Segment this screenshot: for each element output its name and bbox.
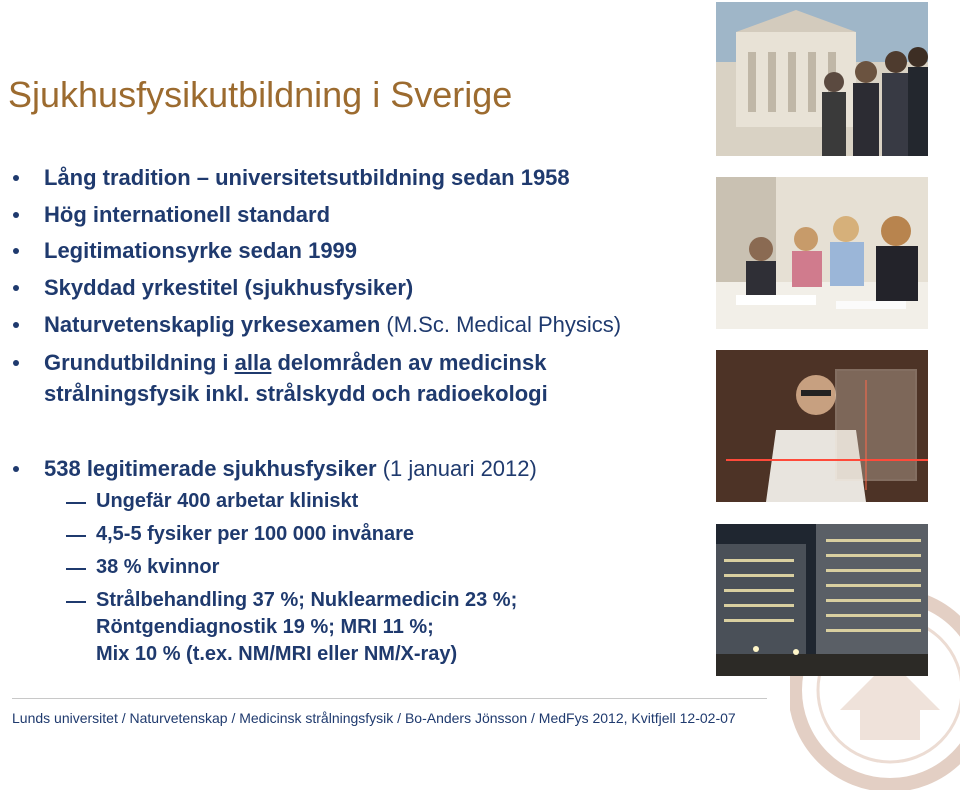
sub-text-line2: Röntgendiagnostik 19 %; MRI 11 %; <box>96 616 434 638</box>
sub-dash <box>66 535 86 537</box>
slide-title: Sjukhusfysikutbildning i Sverige <box>8 74 513 115</box>
bullet-normal: (M.Sc. Medical Physics) <box>386 312 622 337</box>
photo-university-building <box>716 2 928 156</box>
slide-footer: Lunds universitet / Naturvetenskap / Medicinsk strålningsfysik / Bo-Anders Jönsson / MedFys 2012, Kvitfjell 12-02-07 <box>12 710 736 726</box>
bullet-dot <box>13 466 19 472</box>
sub-text: Strålbehandling 37 %; Nuklearmedicin 23 %; <box>96 589 518 611</box>
sub-dash <box>66 568 86 570</box>
bullet-dot <box>13 212 19 218</box>
sub-text: 4,5-5 fysiker per 100 000 invånare <box>96 523 414 545</box>
bullet-normal: (1 januari 2012) <box>382 456 537 481</box>
photo-students-studying <box>716 177 928 329</box>
bullet-pre: Grundutbildning i <box>44 350 235 375</box>
bullet-text: Skyddad yrkestitel (sjukhusfysiker) <box>44 275 414 300</box>
sub-text-line3: Mix 10 % (t.ex. NM/MRI eller NM/X-ray) <box>96 643 458 665</box>
bullet-dot <box>13 322 19 328</box>
bullet-text <box>44 350 546 376</box>
bullet-text <box>44 456 537 482</box>
sub-text: 38 % kvinnor <box>96 556 220 578</box>
bullet-dot <box>13 360 19 366</box>
bullet-text: Legitimationsyrke sedan 1999 <box>44 238 358 263</box>
sub-text: Ungefär 400 arbetar kliniskt <box>96 490 359 512</box>
bullet-bold: Naturvetenskaplig yrkesexamen <box>44 312 387 337</box>
sub-dash <box>66 502 86 504</box>
bullet-text: Lång tradition – universitetsutbildning sedan 1958 <box>44 165 570 190</box>
bullet-dot <box>13 285 19 291</box>
bullet-text-line2: strålningsfysik inkl. strålskydd och radioekologi <box>44 381 548 406</box>
photo-physicist-lab <box>716 350 928 502</box>
bullet-post: delområden av medicinsk <box>271 350 547 375</box>
bullet-bold: 538 legitimerade sjukhusfysiker <box>44 456 383 481</box>
bullet-dot <box>13 175 19 181</box>
photo-hospital-night <box>716 524 928 676</box>
bullet-text: Hög internationell standard <box>44 202 331 227</box>
sub-dash <box>66 601 86 603</box>
bullet-underlined: alla <box>234 350 272 375</box>
bullet-text <box>44 312 621 338</box>
bullet-dot <box>13 248 19 254</box>
footer-divider <box>12 698 767 699</box>
